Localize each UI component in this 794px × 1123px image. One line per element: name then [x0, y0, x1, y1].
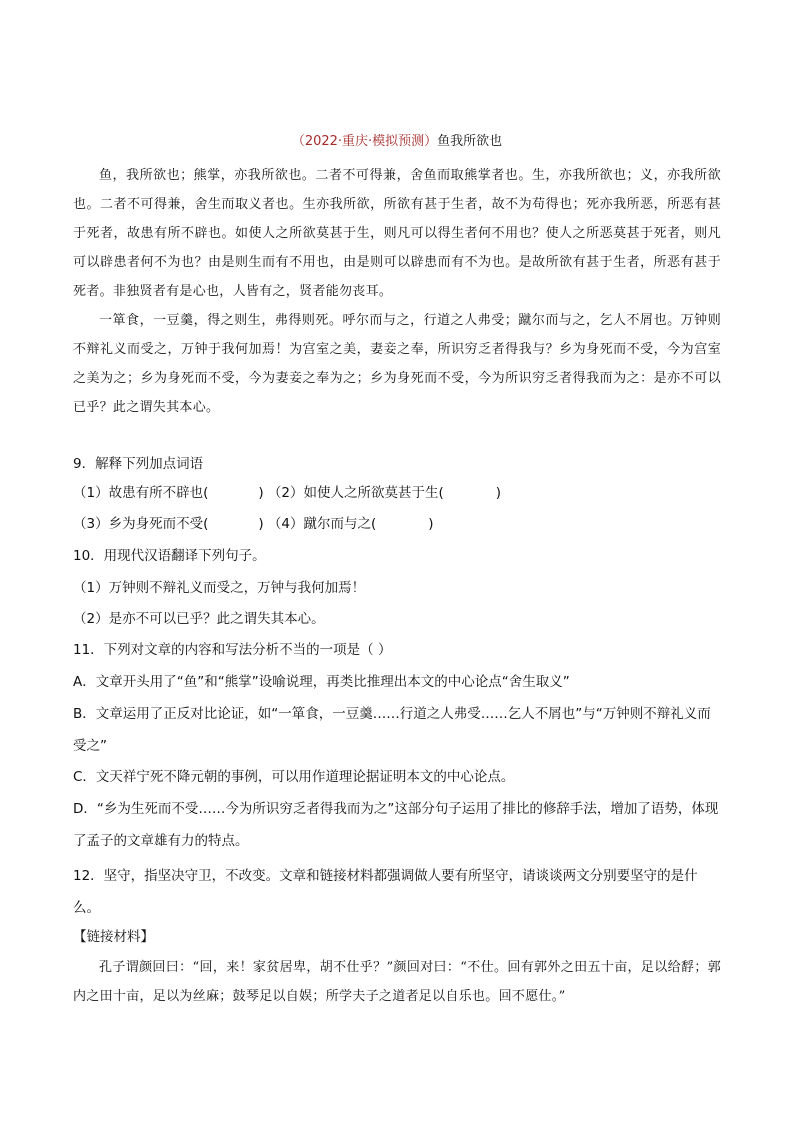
- source-tag: （2022·重庆·模拟预测）: [291, 134, 438, 149]
- question-9-row-2: （3）乡为身死而不受( ) （4）蹴尔而与之( ): [73, 516, 434, 532]
- passage-name: 鱼我所欲也: [437, 134, 503, 149]
- question-11-stem: 11．下列对文章的内容和写法分析不当的一项是（ ）: [73, 642, 392, 658]
- passage-title: [0, 133, 794, 151]
- classical-passage: [73, 161, 721, 422]
- q9-item-3: （3）乡为身死而不受(: [73, 516, 209, 532]
- q9-item-1: （1）故患有所不辟也(: [73, 485, 209, 501]
- question-12-stem: 12．坚守，指坚决守卫，不改变。文章和链接材料都强调做人要有所坚守，请谈谈两文分别要坚守的是什么。: [73, 868, 698, 916]
- passage-paragraph-1: 鱼，我所欲也；熊掌，亦我所欲也。二者不可得兼，舍鱼而取熊掌者也。生，亦我所欲也；义，亦我所欲也。二者不可得兼，舍生而取义者也。生亦我所欲，所欲有甚于生者，故不为苟得也；死亦我所恶，所恶有甚于死者，故患有所不辟也。如使人之所欲莫甚于生，则凡可以得生者何不用也？使人之所恶莫甚于死者，则凡可以辟患者何不为也？由是则生而有不用也，由是则可以辟患而有不为也。是故所欲有甚于生者，所恶有甚于死者。非独贤者有是心也，人皆有之，贤者能勿丧耳。: [73, 168, 721, 299]
- passage-paragraph-2: 一箪食，一豆羹，得之则生，弗得则死。呼尔而与之，行道之人弗受；蹴尔而与之，乞人不屑也。万钟则不辩礼义而受之，万钟于我何加焉！为宫室之美，妻妾之奉，所识穷乏者得我与？乡为身死而不受，今为宫室之美为之；乡为身死而不受，今为妻妾之奉为之；乡为身死而不受，今为所识穷乏者得我而为之：是亦不可以已乎？此之谓失其本心。: [73, 313, 721, 415]
- link-material-text: 孔子谓颜回曰：“回，来！家贫居卑，胡不仕乎？”颜回对曰：“不仕。回有郭外之田五十亩，足以给馟；郭内之田十亩，足以为丝麻；鼓琴足以自娱；所学夫子之道者足以自乐也。回不愿仕。”: [73, 960, 721, 1004]
- question-10-stem: 10．用现代汉语翻译下列句子。: [73, 548, 266, 564]
- q9-item-4: ) （4）蹴尔而与之(: [258, 516, 377, 532]
- question-11-option-a: A．文章开头用了“鱼”和“熊掌”设喻说理，再类比推理出本文的中心论点“舍生取义”: [73, 674, 570, 690]
- question-10-sentence-1: （1）万钟则不辩礼义而受之，万钟与我何加焉！: [73, 580, 366, 596]
- question-11-option-c: C．文天祥宁死不降元朝的事例，可以用作道理论据证明本文的中心论点。: [73, 769, 515, 785]
- link-material-heading: 【链接材料】: [73, 929, 154, 945]
- question-9-stem: 9．解释下列加点词语: [73, 456, 204, 472]
- question-11-option-d: D．“乡为生死而不受……今为所识穷乏者得我而为之”这部分句子运用了排比的修辞手法，增加了语势，体现了孟子的文章雄有力的特点。: [73, 801, 719, 849]
- q9-item-2: ) （2）如使人之所欲莫甚于生(: [258, 485, 444, 501]
- question-10-sentence-2: （2）是亦不可以已乎？此之谓失其本心。: [73, 611, 325, 627]
- question-11-option-b: B．文章运用了正反对比论证，如“一箪食，一豆羹……行道之人弗受……乞人不屑也”与“万钟则不辩礼义而受之”: [73, 706, 711, 754]
- question-9-row-1: （1）故患有所不辟也( ) （2）如使人之所欲莫甚于生( ): [73, 485, 502, 501]
